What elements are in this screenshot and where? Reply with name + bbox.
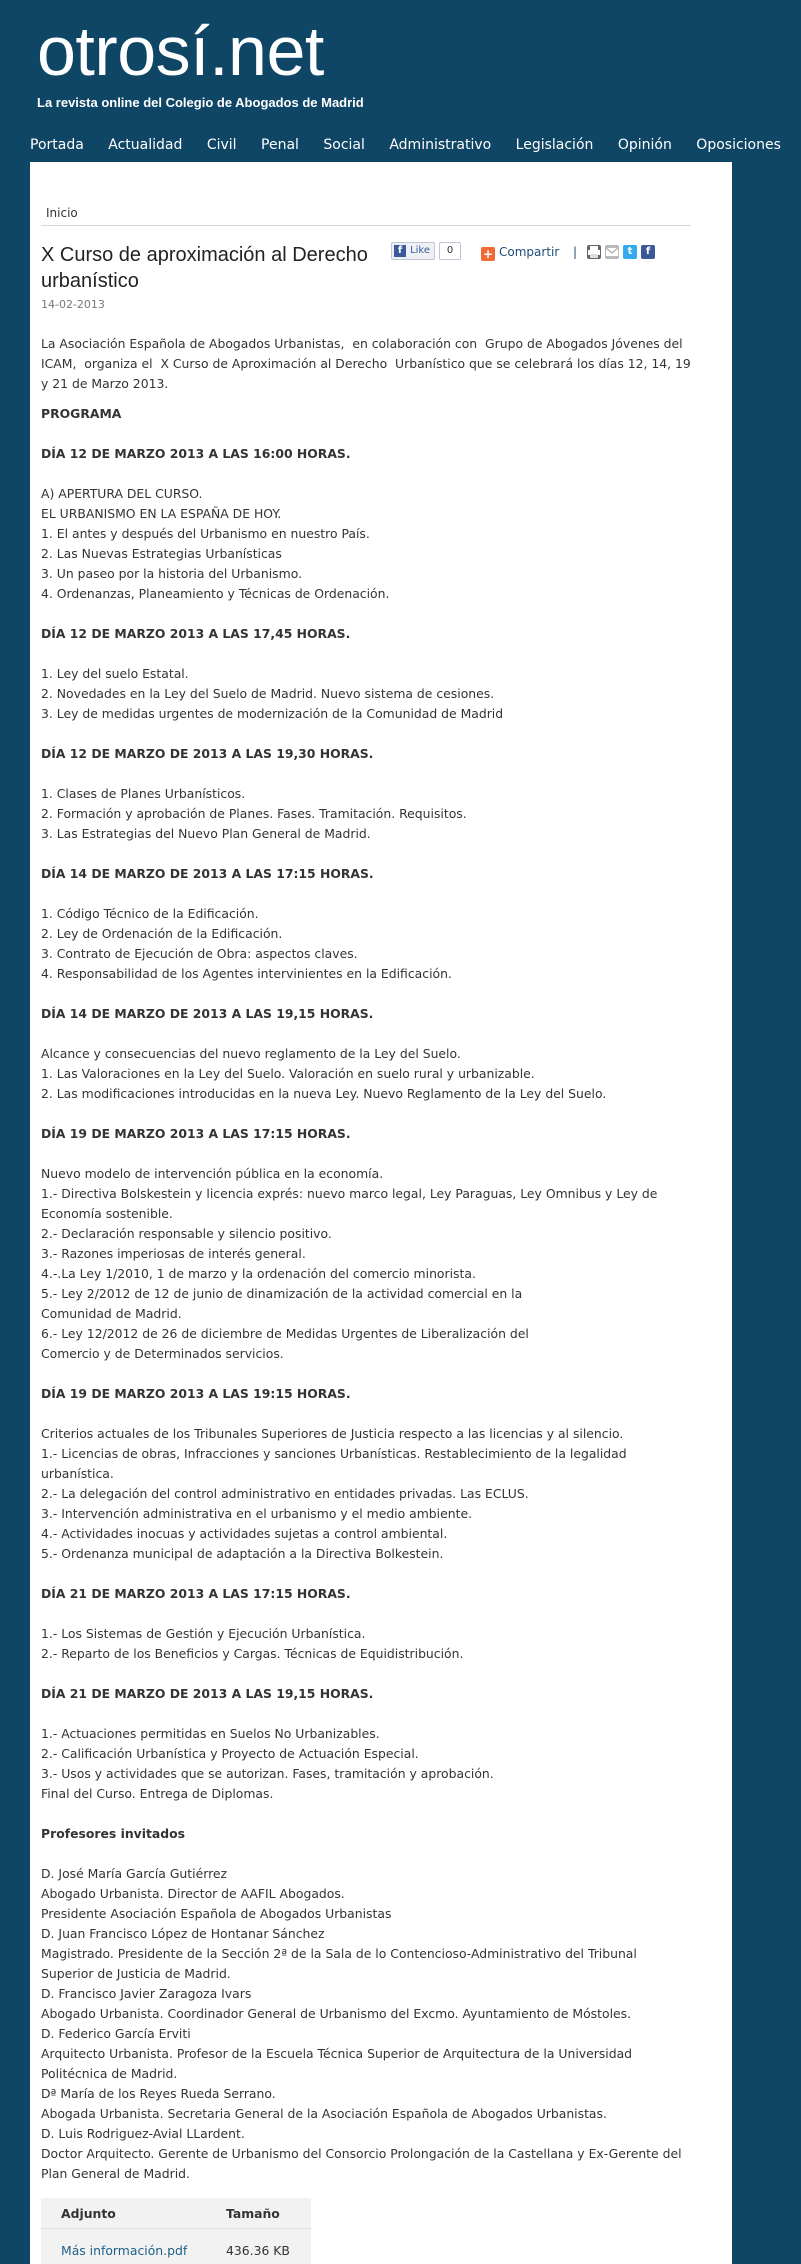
attachment-size: 436.36 KB: [226, 2243, 290, 2258]
nav-item-social[interactable]: Social: [323, 137, 365, 153]
section-heading: DÍA 12 DE MARZO 2013 A LAS 17,45 HORAS.: [41, 626, 351, 641]
attachments-table: [41, 2198, 311, 2264]
section-heading: DÍA 19 DE MARZO 2013 A LAS 17:15 HORAS.: [41, 1126, 351, 1141]
column-header-size: Tamaño: [226, 2206, 280, 2221]
section-paragraph: Nuevo modelo de intervención pública en la economía. 1.- Directiva Bolskestein y licencia exprés: nuevo marco legal, Ley Paraguas, Ley Omnibus y Ley de Economía sostenible. 2.- Declaración responsable y silencio positivo. 3.- Razones imperiosas de interés general. 4.-.La Ley 1/2010, 1 de marzo y la ordenación del comercio minorista. 5.- Ley 2/2012 de 12 de junio de dinamización de la actividad comercial en la Comunidad de Madrid. 6.- Ley 12/2012 de 26 de diciembre de Medidas Urgentes de Liberalización del Comercio y de Determinados servicios.: [41, 1166, 658, 1361]
intro-paragraph: La Asociación Española de Abogados Urbanistas, en colaboración con Grupo de Abogados Jóvenes del ICAM, organiza el X Curso de Aproximación al Derecho Urbanístico que se celebrará los días 12, 14, 19 y 21 de Marzo 2013.: [41, 336, 695, 391]
section-heading: DÍA 12 DE MARZO DE 2013 A LAS 19,30 HORAS.: [41, 746, 374, 761]
section-paragraph: 1. Código Técnico de la Edificación. 2. Ley de Ordenación de la Edificación. 3. Contrato de Ejecución de Obra: aspectos claves. 4. Responsabilidad de los Agentes intervinientes en la Edificación.: [41, 906, 452, 981]
nav-item-administrativo[interactable]: Administrativo: [389, 137, 492, 153]
share-bar: [391, 242, 691, 262]
attachment-link[interactable]: Más información.pdf: [61, 2243, 188, 2258]
breadcrumb-home[interactable]: Inicio: [46, 206, 78, 220]
section-heading: Profesores invitados: [41, 1826, 186, 1841]
site-logo[interactable]: otrosí.net: [37, 12, 324, 90]
section-paragraph: D. José María García Gutiérrez Abogado Urbanista. Director de AAFIL Abogados. Presidente Asociación Española de Abogados Urbanistas D. Juan Francisco López de Hontanar Sánchez Magistrado. Presidente de la Sección 2ª de la Sala de lo Contencioso-Administrativo del Tribunal Superior de Justicia de Madrid. D. Francisco Javier Zaragoza Ivars Abogado Urbanista. Coordinador General de Urbanismo del Excmo. Ayuntamiento de Móstoles. D. Federico García Erviti Arquitecto Urbanista. Profesor de la Escuela Técnica Superior de Arquitectura de la Universidad Politécnica de Madrid. Dª María de los Reyes Rueda Serrano. Abogada Urbanista. Secretaria General de la Asociación Española de Abogados Urbanistas. D. Luis Rodriguez-Avial LLardent. Doctor Arquitecto. Gerente de Urbanismo del Consorcio Prolongación de la Castellana y Ex-Gerente del Plan General de Madrid.: [41, 1866, 682, 2181]
section-heading: PROGRAMA: [41, 406, 122, 421]
section-heading: DÍA 21 DE MARZO 2013 A LAS 17:15 HORAS.: [41, 1586, 351, 1601]
print-icon[interactable]: [587, 245, 601, 259]
section-paragraph: A) APERTURA DEL CURSO. EL URBANISMO EN LA ESPAÑA DE HOY. 1. El antes y después del Urbanismo en nuestro País. 2. Las Nuevas Estrategias Urbanísticas 3. Un paseo por la historia del Urbanismo. 4. Ordenanzas, Planeamiento y Técnicas de Ordenación.: [41, 486, 390, 601]
nav-item-oposiciones[interactable]: Oposiciones: [696, 137, 781, 153]
section-heading: DÍA 14 DE MARZO DE 2013 A LAS 17:15 HORAS.: [41, 866, 374, 881]
nav-item-portada[interactable]: Portada: [30, 137, 84, 153]
breadcrumb: [41, 202, 691, 226]
nav-item-actualidad[interactable]: Actualidad: [108, 137, 183, 153]
page-title: X Curso de aproximación al Derecho urbanístico: [41, 244, 368, 292]
main-nav: [30, 132, 801, 158]
column-header-file: Adjunto: [61, 2206, 116, 2221]
section-heading: DÍA 14 DE MARZO DE 2013 A LAS 19,15 HORAS.: [41, 1006, 374, 1021]
plus-icon: +: [482, 247, 494, 261]
share-separator: |: [573, 245, 578, 259]
table-row: [41, 2228, 311, 2264]
section-heading: DÍA 19 DE MARZO 2013 A LAS 19:15 HORAS.: [41, 1386, 351, 1401]
section-paragraph: 1. Ley del suelo Estatal. 2. Novedades en la Ley del Suelo de Madrid. Nuevo sistema de cesiones. 3. Ley de medidas urgentes de modernización de la Comunidad de Madrid: [41, 666, 504, 721]
nav-item-penal[interactable]: Penal: [261, 137, 299, 153]
email-icon[interactable]: [605, 245, 619, 259]
section-heading: DÍA 12 DE MARZO 2013 A LAS 16:00 HORAS.: [41, 446, 351, 461]
article-body: [41, 334, 695, 2184]
site-header: [0, 0, 781, 162]
section-paragraph: 1.- Actuaciones permitidas en Suelos No Urbanizables. 2.- Calificación Urbanística y Proyecto de Actuación Especial. 3.- Usos y actividades que se autorizan. Fases, tramitación y aprobación. Final del Curso. Entrega de Diplomas.: [41, 1726, 494, 1801]
site-slogan: La revista online del Colegio de Abogados de Madrid: [37, 95, 364, 110]
section-paragraph: 1.- Los Sistemas de Gestión y Ejecución Urbanística. 2.- Reparto de los Beneficios y Cargas. Técnicas de Equidistribución.: [41, 1626, 464, 1661]
nav-item-civil[interactable]: Civil: [206, 137, 237, 153]
nav-item-legislacion[interactable]: Legislación: [515, 137, 594, 153]
section-paragraph: Alcance y consecuencias del nuevo reglamento de la Ley del Suelo. 1. Las Valoraciones en la Ley del Suelo. Valoración en suelo rural y urbanizable. 2. Las modificaciones introducidas en la nueva Ley. Nuevo Reglamento de la Ley del Suelo.: [41, 1046, 607, 1101]
facebook-share-icon[interactable]: f: [641, 245, 655, 259]
like-count: 0: [439, 242, 461, 260]
section-paragraph: 1. Clases de Planes Urbanísticos. 2. Formación y aprobación de Planes. Fases. Tramitación. Requisitos. 3. Las Estrategias del Nuevo Plan General de Madrid.: [41, 786, 467, 841]
table-header: [41, 2198, 311, 2228]
facebook-icon: f: [394, 245, 406, 257]
share-label: Compartir: [499, 245, 560, 259]
twitter-icon[interactable]: t: [623, 245, 637, 259]
share-button[interactable]: [481, 242, 559, 262]
content-area: [30, 162, 732, 2264]
section-heading: DÍA 21 DE MARZO DE 2013 A LAS 19,15 HORAS.: [41, 1686, 374, 1701]
facebook-like-button[interactable]: [391, 242, 435, 260]
like-label: Like: [410, 245, 430, 256]
nav-item-opinion[interactable]: Opinión: [617, 137, 672, 153]
section-paragraph: Criterios actuales de los Tribunales Superiores de Justicia respecto a las licencias y al silencio. 1.- Licencias de obras, Infracciones y sanciones Urbanísticas. Restablecimiento de la legalidad urbanística. 2.- La delegación del control administrativo en entidades privadas. Las ECLUS. 3.- Intervención administrativa en el urbanismo y el medio ambiente. 4.- Actividades inocuas y actividades sujetas a control ambiental. 5.- Ordenanza municipal de adaptación a la Directiva Bolkestein.: [41, 1426, 627, 1561]
article-date: 14-02-2013: [41, 298, 105, 311]
